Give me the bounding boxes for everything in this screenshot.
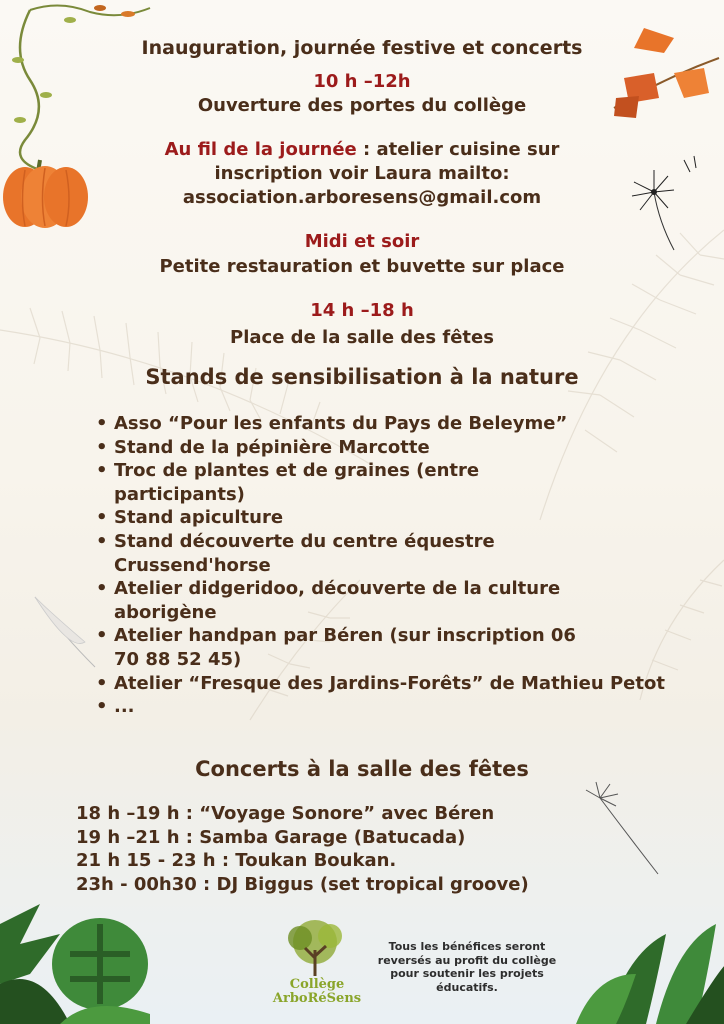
stands-list: [96, 412, 696, 719]
contact-email[interactable]: association.arboresens@gmail.com: [182, 187, 542, 208]
meal-description: Petite restauration et buvette sur place: [159, 256, 565, 277]
list-item: 18 h –19 h : “Voyage Sonore” avec Béren: [76, 803, 495, 824]
feather-icon: [30, 592, 100, 672]
college-logo: [262, 978, 372, 1006]
list-item: • Troc de plantes et de graines (entre participants): [96, 459, 534, 506]
list-item: • Atelier “Fresque des Jardins-Forêts” de Mathieu Petot: [96, 672, 684, 696]
list-item: • ...: [96, 695, 696, 719]
day-activity-desc-2: inscription voir Laura mailto:: [214, 163, 510, 184]
opening-description: Ouverture des portes du collège: [197, 95, 527, 116]
afternoon-place: Place de la salle des fêtes: [230, 327, 494, 348]
list-item: • Stand découverte du centre équestre Crussend'horse: [96, 530, 544, 577]
tropical-leaves-icon: [566, 914, 724, 1024]
footer-note: Tous les bénéfices seront reversés au profit du collège pour soutenir les projets éducatifs.: [377, 940, 557, 994]
list-item: 21 h 15 - 23 h : Toukan Boukan.: [76, 850, 397, 872]
concerts-heading: Concerts à la salle des fêtes: [195, 757, 529, 781]
tree-logo-icon: [270, 918, 360, 978]
list-item: • Atelier didgeridoo, découverte de la culture aborigène: [96, 577, 634, 624]
logo-line-1: Collège: [289, 977, 345, 992]
page-title: Inauguration, journée festive et concerts: [141, 37, 583, 59]
logo-line-2: ArboRéSens: [272, 991, 362, 1006]
list-item: 23h - 00h30 : DJ Biggus (set tropical groove): [76, 873, 529, 895]
day-activity-label: Au fil de la journée: [164, 139, 357, 160]
afternoon-time: 14 h –18 h: [310, 300, 414, 321]
list-item: • Stand apiculture: [96, 506, 696, 530]
list-item: 19 h –21 h : Samba Garage (Batucada): [76, 826, 466, 848]
opening-time: 10 h –12h: [313, 71, 411, 92]
list-item: • Atelier handpan par Béren (sur inscription 06 70 88 52 45): [96, 624, 604, 671]
stands-heading: Stands de sensibilisation à la nature: [145, 365, 579, 389]
list-item: • Stand de la pépinière Marcotte: [96, 436, 696, 460]
day-activity-desc: : atelier cuisine sur: [356, 139, 560, 160]
concerts-list: [76, 802, 529, 896]
dandelion-icon: [580, 778, 660, 878]
day-activity-line: [0, 139, 724, 160]
meal-label: Midi et soir: [304, 231, 420, 252]
list-item: • Asso “Pour les enfants du Pays de Beleyme”: [96, 412, 696, 436]
